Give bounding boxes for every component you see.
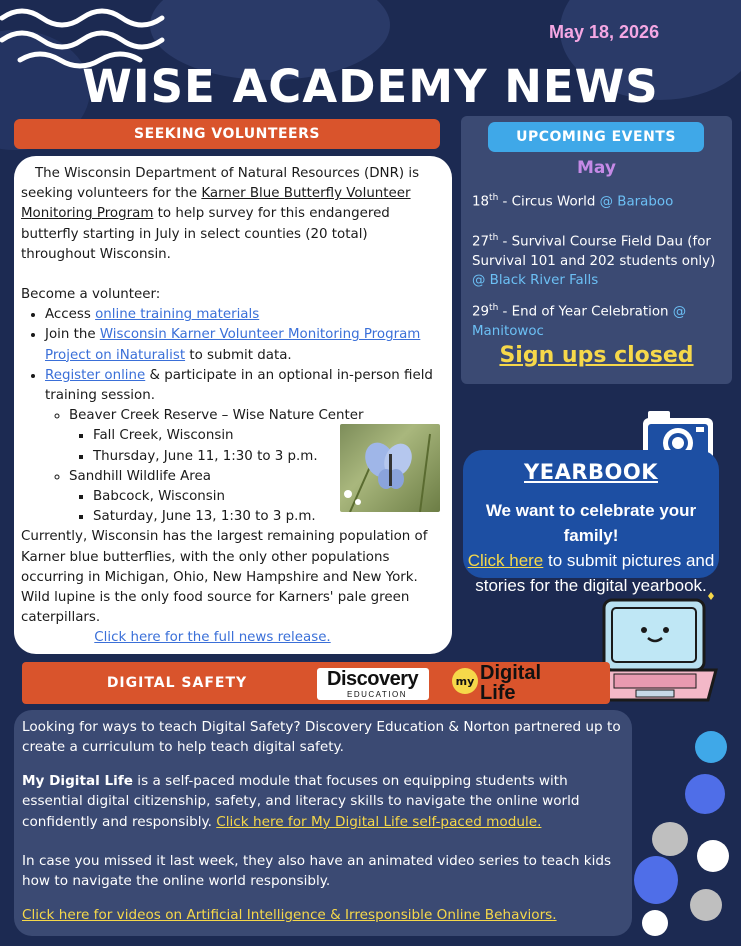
mdl-digital-text: Digital — [480, 662, 542, 684]
site-name: Beaver Creek Reserve – Wise Nature Center — [69, 408, 364, 424]
my-digital-life-bold: My Digital Life — [22, 773, 133, 789]
list-item — [45, 305, 444, 325]
event-day-suffix: th — [489, 193, 499, 203]
yearbook-tagline: We want to celebrate your family! — [485, 501, 697, 545]
volunteers-intro — [21, 164, 444, 265]
ai-videos-link-text[interactable]: Click here for videos on Artificial Intelligence & Irresponsible Online Behaviors. — [22, 907, 557, 923]
event-day-suffix: th — [489, 303, 499, 313]
list-item-text: Access — [45, 307, 96, 323]
yearbook-text — [466, 498, 716, 598]
list-item — [45, 325, 444, 365]
site-name: Sandhill Wildlife Area — [69, 468, 211, 484]
digital-safety-heading: DIGITAL SAFETY — [106, 675, 248, 691]
training-materials-link[interactable]: online training materials — [95, 307, 260, 323]
discovery-logo-subtext: EDUCATION — [347, 690, 408, 699]
yearbook-title: YEARBOOK — [524, 460, 658, 484]
event-item — [472, 189, 728, 212]
my-digital-life-link[interactable]: Click here for My Digital Life self-paced module. — [216, 813, 542, 830]
digital-safety-intro: Looking for ways to teach Digital Safety? Discovery Education & Norton partnered up to create a curriculum to help teach digital safety. — [22, 719, 621, 756]
inaturalist-project-link[interactable]: Wisconsin Karner Volunteer Monitoring Program Project on iNaturalist — [45, 327, 421, 363]
register-online-link[interactable]: Register online — [45, 367, 146, 383]
volunteers-heading-label: SEEKING VOLUNTEERS — [134, 126, 320, 142]
decor-dot — [695, 731, 727, 763]
become-volunteer-label: Become a volunteer: — [21, 287, 161, 303]
event-day: 29 — [472, 304, 490, 320]
event-place: @ Baraboo — [599, 194, 674, 210]
my-digital-life-description: is a self-paced module that focuses on equipping students with essential digital citizenship, safety, and literacy skills to navigate the online world confidently and responsibly. — [22, 773, 580, 830]
event-text: - Circus World — [498, 194, 600, 210]
list-item: ▪ Babcock, Wisconsin — [93, 487, 444, 507]
decor-dot — [652, 822, 688, 856]
butterfly-icon — [340, 424, 440, 512]
yearbook-description: to submit pictures and stories for the digital yearbook. — [475, 551, 715, 595]
discovery-logo-text: Discovery — [327, 668, 419, 690]
program-link[interactable]: Karner Blue Butterfly Volunteer Monitoring Program — [21, 186, 411, 222]
event-day: 27 — [472, 234, 490, 250]
newsletter-title: WISE ACADEMY NEWS — [82, 60, 659, 113]
butterfly-photo — [340, 424, 440, 512]
events-month: May — [577, 158, 616, 178]
decor-dot — [634, 856, 678, 904]
event-place: @ Manitowoc — [472, 304, 687, 339]
event-item — [472, 229, 728, 291]
list-item-text: to submit data. — [185, 347, 292, 363]
volunteers-heading — [14, 119, 440, 149]
list-item: ▪ Fall Creek, Wisconsin — [93, 426, 444, 446]
list-item: ▪ Saturday, June 13, 1:30 to 3 p.m. — [93, 507, 444, 527]
news-release-link[interactable]: Click here for the full news release. — [94, 630, 331, 646]
event-text: - End of Year Celebration — [498, 304, 673, 320]
my-digital-life-logo — [452, 664, 556, 702]
discovery-education-logo — [317, 668, 429, 700]
event-text: - Survival Course Field Dau (for Survival 101 and 202 students only) — [472, 234, 716, 269]
ai-videos-link — [22, 905, 626, 925]
video-series-paragraph: In case you missed it last week, they also have an animated video series to teach kids how to navigate the online world responsibly. — [22, 853, 612, 890]
decor-dot — [690, 889, 722, 921]
list-item-text: & participate in an optional in-person field training session. — [45, 367, 433, 404]
volunteers-closing: Currently, Wisconsin has the largest remaining population of Karner blue butterflies, with the only other populations occurring in Michigan, Ohio, New Hampshire and New York. Wild lupine is the only food source for Karners' pale green caterpillars. — [21, 529, 428, 626]
decor-dot — [642, 910, 668, 936]
my-digital-life-paragraph — [22, 771, 626, 832]
event-item — [472, 299, 728, 341]
intro-text: The Wisconsin Department of Natural Resources (DNR) is seeking volunteers for the — [21, 166, 420, 202]
decor-dot — [697, 840, 729, 872]
news-release-paragraph — [21, 628, 444, 648]
list-item-text: Join the — [45, 327, 100, 343]
signups-closed-link[interactable]: Sign ups closed — [499, 343, 694, 368]
event-day: 18 — [472, 194, 490, 210]
event-day-suffix: th — [489, 233, 499, 243]
events-heading: UPCOMING EVENTS — [488, 122, 704, 152]
mdl-my-badge: my — [452, 668, 478, 694]
event-place: @ Black River Falls — [472, 273, 599, 289]
yearbook-submit-link[interactable]: Click here — [467, 551, 544, 570]
list-item: ▪ Thursday, June 11, 1:30 to 3 p.m. — [93, 447, 444, 467]
mdl-life-text: Life — [480, 682, 516, 704]
decor-dot — [685, 774, 725, 814]
volunteers-card — [14, 156, 452, 654]
intro-text-end: to help survey for this endangered butterfly starting in July in select counties (20 total) throughout Wisconsin. — [21, 206, 390, 262]
newsletter-date: May 18, 2026 — [549, 22, 660, 42]
